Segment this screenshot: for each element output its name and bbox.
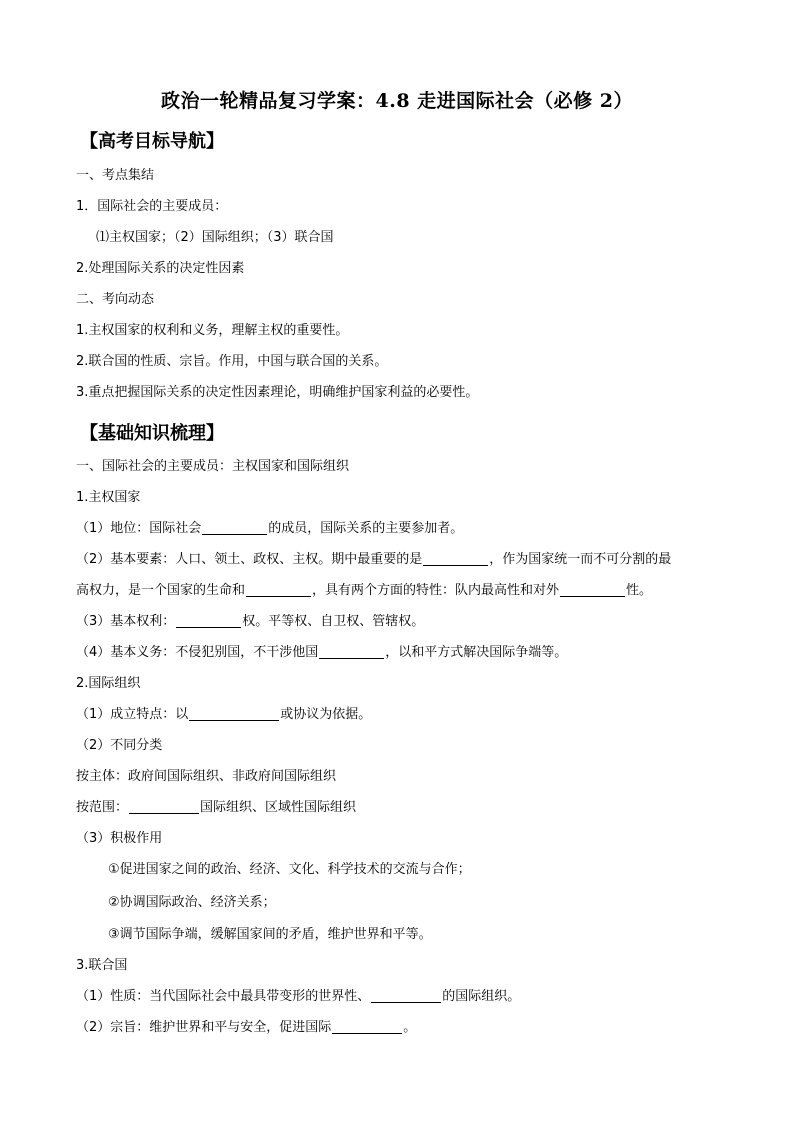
text-line: 2.国际组织 [76,676,141,691]
text-line [76,1019,416,1037]
text-line: ②协调国际政治、经济关系； [108,895,276,910]
text-line: 1．国际社会的主要成员： [76,199,228,214]
text-segment: （1）性质：当代国际社会中最具带变形的世界性、 [76,989,371,1004]
text-line: （3）积极作用 [76,831,163,846]
text-line [76,582,652,600]
text-line: ③调节国际争端，缓解国家间的矛盾，维护世界和平等。 [108,927,432,942]
text-line: ⑴主权国家；（2）国际组织；（3）联合国 [96,230,334,245]
fill-blank[interactable] [202,520,267,535]
text-line: 一、考点集结 [76,168,155,183]
fill-blank[interactable] [371,988,441,1003]
text-line [76,706,371,724]
text-line: 一、国际社会的主要成员：主权国家和国际组织 [76,459,350,474]
text-line [76,799,356,817]
text-line: 3.重点把握国际关系的决定性因素理论，明确维护国家利益的必要性。 [76,385,479,400]
fill-blank[interactable] [560,582,625,597]
text-line: 3.联合国 [76,958,128,973]
section-heading-goals: 【高考目标导航】 [80,131,224,152]
text-segment: （1）地位：国际社会 [76,521,202,536]
text-segment: 按范围： [76,800,129,815]
text-segment: 的成员，国际关系的主要参加者。 [268,521,464,536]
text-segment: 国际组织、区域性国际组织 [200,800,357,815]
text-line: （2）不同分类 [76,738,163,753]
text-line: 1.主权国家的权利和义务，理解主权的重要性。 [76,323,349,338]
fill-blank[interactable] [423,551,488,566]
fill-blank[interactable] [332,1019,402,1034]
fill-blank[interactable] [319,644,384,659]
fill-blank[interactable] [129,799,199,814]
text-segment: 性。 [626,583,653,598]
text-segment: （4）基本义务：不侵犯别国，不干涉他国 [76,645,319,660]
text-segment: ，以和平方式解决国际争端等。 [385,645,568,660]
text-line [76,644,567,662]
text-line: 2.处理国际关系的决定性因素 [76,261,245,276]
document-title: 政治一轮精品复习学案：4.8 走进国际社会（必修 2） [160,90,633,112]
text-segment: 。 [403,1020,417,1035]
text-segment: （2）基本要素：人口、领土、政权、主权。期中最重要的是 [76,552,423,567]
text-segment: （2）宗旨：维护世界和平与安全，促进国际 [76,1020,332,1035]
text-segment: （3）基本权利： [76,614,176,629]
text-segment: 的国际组织。 [442,989,521,1004]
text-line: ①促进国家之间的政治、经济、文化、科学技术的交流与合作； [108,862,471,877]
text-segment: 权。平等权、自卫权、管辖权。 [242,614,425,629]
text-line: 2.联合国的性质、宗旨。作用，中国与联合国的关系。 [76,354,388,369]
text-segment: （1）成立特点：以 [76,707,189,722]
text-segment: ，作为国家统一而不可分割的最 [489,552,672,567]
text-line: 1.主权国家 [76,490,141,505]
text-line: 二、考向动态 [76,292,155,307]
text-line [76,988,520,1006]
section-heading-basics: 【基础知识梳理】 [80,423,224,444]
text-line [76,613,424,631]
text-line: 按主体：政府间国际组织、非政府间国际组织 [76,769,337,784]
text-line [76,551,671,569]
text-segment: 或协议为依据。 [280,707,372,722]
text-segment: 高权力，是一个国家的生命和 [76,583,246,598]
fill-blank[interactable] [176,613,241,628]
text-line [76,520,463,538]
text-segment: ，具有两个方面的特性：队内最高性和对外 [312,583,560,598]
fill-blank[interactable] [189,706,279,721]
fill-blank[interactable] [246,582,311,597]
